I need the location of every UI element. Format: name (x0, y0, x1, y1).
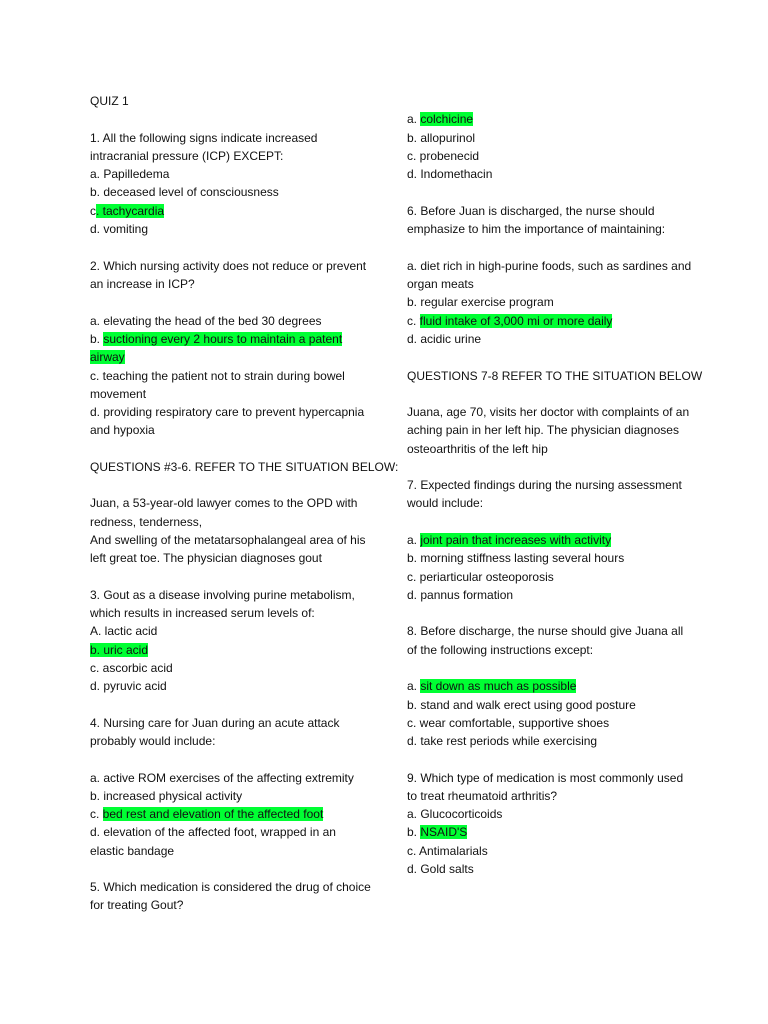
text-line: Juana, age 70, visits her doctor with complaints of an (407, 405, 690, 419)
text-line: probably would include: (90, 734, 216, 748)
text-line: a. diet rich in high-purine foods, such as sardines and (407, 259, 692, 273)
highlighted-answer: airway (90, 350, 125, 364)
text-line: c. ascorbic acid (90, 661, 173, 675)
text-line: 2. Which nursing activity does not reduce or prevent (90, 259, 367, 273)
text-line: b. deceased level of consciousness (90, 185, 279, 199)
text-line: osteoarthritis of the left hip (407, 442, 548, 456)
text-line: movement (90, 387, 147, 401)
text-line (407, 823, 467, 841)
text-line: d. Gold salts (407, 862, 474, 876)
option-prefix: b. (407, 825, 421, 839)
text-line: And swelling of the metatarsophalangeal area of his (90, 533, 366, 547)
text-line (407, 312, 612, 330)
text-line: intracranial pressure (ICP) EXCEPT: (90, 149, 284, 163)
text-line: 1. All the following signs indicate increased (90, 131, 318, 145)
highlighted-answer: NSAID'S (420, 825, 468, 839)
highlighted-answer: colchicine (420, 112, 474, 126)
text-line: would include: (407, 496, 484, 510)
text-line: d. pyruvic acid (90, 679, 167, 693)
text-line: 6. Before Juan is discharged, the nurse should (407, 204, 655, 218)
text-line (90, 348, 125, 366)
text-line: c. wear comfortable, supportive shoes (407, 716, 610, 730)
text-line: 7. Expected findings during the nursing assessment (407, 478, 682, 492)
text-line: d. take rest periods while exercising (407, 734, 598, 748)
highlighted-answer: suctioning every 2 hours to maintain a patent (103, 332, 343, 346)
text-line: aching pain in her left hip. The physician diagnoses (407, 423, 679, 437)
text-line: elastic bandage (90, 844, 175, 858)
option-prefix: a. (407, 533, 421, 547)
text-line: 3. Gout as a disease involving purine metabolism, (90, 588, 355, 602)
option-prefix: c. (407, 314, 420, 328)
text-line: organ meats (407, 277, 474, 291)
text-line: QUESTIONS 7-8 REFER TO THE SITUATION BELOW (407, 369, 703, 383)
text-line: redness, tenderness, (90, 515, 203, 529)
text-line: QUIZ 1 (90, 94, 129, 108)
text-line (407, 531, 611, 549)
option-prefix: c. (90, 807, 103, 821)
text-line: to treat rheumatoid arthritis? (407, 789, 558, 803)
highlighted-answer: fluid intake of 3,000 mi or more daily (419, 314, 613, 328)
text-line: for treating Gout? (90, 898, 184, 912)
text-line: 4. Nursing care for Juan during an acute attack (90, 716, 340, 730)
option-prefix: a. (407, 112, 421, 126)
text-line: 8. Before discharge, the nurse should give Juana all (407, 624, 684, 638)
text-line: left great toe. The physician diagnoses gout (90, 551, 322, 565)
text-line: which results in increased serum levels of: (90, 606, 315, 620)
text-line: emphasize to him the importance of maintaining: (407, 222, 666, 236)
text-line: d. acidic urine (407, 332, 482, 346)
text-line: c. probenecid (407, 149, 480, 163)
highlighted-answer: . tachycardia (96, 204, 165, 218)
text-line: of the following instructions except: (407, 643, 594, 657)
text-line (90, 202, 164, 220)
text-line: QUESTIONS #3-6. REFER TO THE SITUATION BELOW: (90, 460, 399, 474)
text-line: a. elevating the head of the bed 30 degrees (90, 314, 322, 328)
text-line: b. morning stiffness lasting several hours (407, 551, 625, 565)
text-line: Juan, a 53-year-old lawyer comes to the OPD with (90, 496, 358, 510)
text-line: d. elevation of the affected foot, wrapped in an (90, 825, 336, 839)
text-line: b. regular exercise program (407, 295, 554, 309)
text-line: 5. Which medication is considered the drug of choice (90, 880, 371, 894)
text-line: c. teaching the patient not to strain during bowel (90, 369, 345, 383)
text-line: a. active ROM exercises of the affecting extremity (90, 771, 354, 785)
text-line (90, 805, 323, 823)
option-prefix: a. (407, 679, 421, 693)
text-line (407, 110, 473, 128)
option-prefix: c (90, 204, 96, 218)
highlighted-answer: joint pain that increases with activity (420, 533, 612, 547)
text-line: c. periarticular osteoporosis (407, 570, 554, 584)
text-line: and hypoxia (90, 423, 155, 437)
highlighted-answer: b. uric acid (90, 643, 149, 657)
text-line: a. Glucocorticoids (407, 807, 503, 821)
text-line: d. vomiting (90, 222, 149, 236)
text-line: A. lactic acid (90, 624, 158, 638)
highlighted-answer: sit down as much as possible (420, 679, 577, 693)
text-line: b. allopurinol (407, 131, 476, 145)
text-line: c. Antimalarials (407, 844, 488, 858)
text-line: b. stand and walk erect using good posture (407, 698, 636, 712)
text-line (90, 641, 148, 659)
text-line: an increase in ICP? (90, 277, 195, 291)
text-line: d. Indomethacin (407, 167, 493, 181)
text-line (407, 677, 576, 695)
text-line: a. Papilledema (90, 167, 170, 181)
text-line (90, 330, 342, 348)
text-line: d. pannus formation (407, 588, 514, 602)
option-prefix: b. (90, 332, 104, 346)
highlighted-answer: bed rest and elevation of the affected foot (102, 807, 324, 821)
text-line: d. providing respiratory care to prevent hypercapnia (90, 405, 365, 419)
text-line: 9. Which type of medication is most commonly used (407, 771, 684, 785)
text-line: b. increased physical activity (90, 789, 243, 803)
